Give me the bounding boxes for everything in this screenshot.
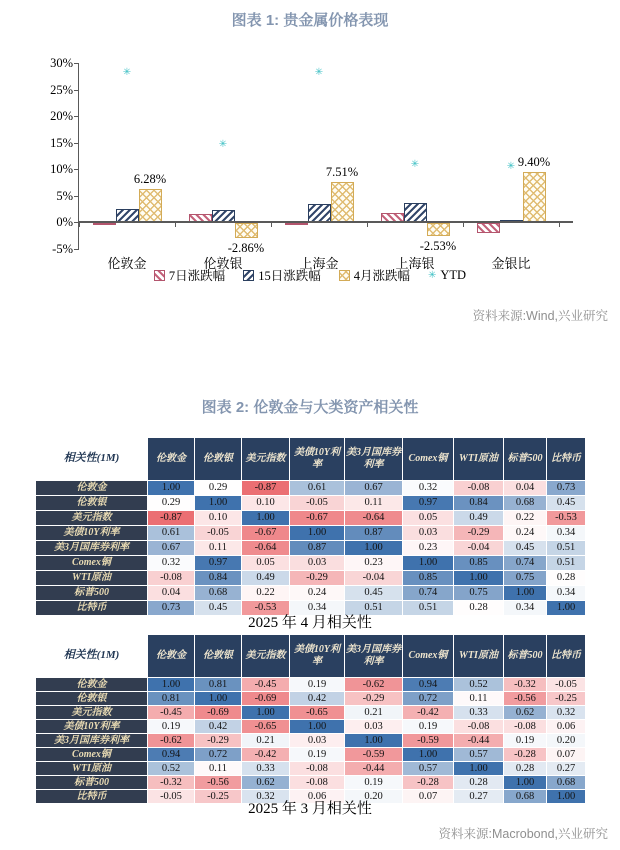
bar-15日涨跌幅-上海银 (404, 203, 427, 222)
corr-cell: -0.69 (195, 706, 242, 720)
corr-cell: 0.11 (195, 762, 242, 776)
y-axis-tick-label: 15% (50, 135, 73, 150)
legend-item (428, 268, 466, 283)
corr-cell: 0.45 (195, 601, 242, 616)
corr-cell: 0.11 (454, 692, 504, 706)
table-row (36, 748, 586, 762)
corr-cell: 0.11 (345, 496, 403, 511)
corr-cell: 0.49 (454, 511, 504, 526)
corr-cell: -0.42 (242, 748, 290, 762)
bar-4月涨跌幅-伦敦银 (235, 223, 258, 238)
row-label: 标普500 (36, 776, 148, 790)
corr-cell: 0.51 (345, 601, 403, 616)
corr-cell: 0.75 (454, 586, 504, 601)
corr-cell: -0.04 (454, 541, 504, 556)
corr-cell: 0.19 (148, 720, 195, 734)
corr-cell: 0.45 (345, 586, 403, 601)
corr-cell: 0.32 (148, 556, 195, 571)
corr-cell: 0.45 (504, 541, 547, 556)
y-axis-tick (74, 90, 79, 91)
table-row (36, 706, 586, 720)
corr-cell: 0.07 (403, 790, 454, 804)
corr-cell: 0.03 (290, 556, 345, 571)
corr-cell: 1.00 (195, 496, 242, 511)
corr-cell: 0.42 (195, 720, 242, 734)
corr-cell: 1.00 (195, 692, 242, 706)
corr-cell: 0.04 (504, 481, 547, 496)
table-row (36, 481, 586, 496)
table-row (36, 586, 586, 601)
y-axis-tick-label: 0% (56, 215, 73, 229)
corr-cell: -0.29 (195, 734, 242, 748)
corr-cell: -0.08 (454, 481, 504, 496)
corr-cell: -0.05 (195, 526, 242, 541)
table-row (36, 556, 586, 571)
column-header: 伦敦银 (195, 438, 242, 481)
corr-cell: 0.68 (547, 776, 586, 790)
corr-cell: -0.32 (504, 678, 547, 692)
x-axis-tick (79, 223, 80, 227)
y-axis-tick (74, 196, 79, 197)
corr-cell: 0.03 (345, 720, 403, 734)
legend-swatch-icon (243, 270, 254, 281)
corr-cell: 0.29 (148, 496, 195, 511)
table-row (36, 776, 586, 790)
table-row (36, 571, 586, 586)
corr-cell: 0.28 (547, 571, 586, 586)
row-label: 比特币 (36, 790, 148, 804)
row-label: 美元指数 (36, 706, 148, 720)
corr-cell: 0.51 (547, 541, 586, 556)
corr-cell: 0.32 (547, 706, 586, 720)
corr-cell: 0.34 (290, 601, 345, 616)
correlation-table-march (35, 634, 585, 804)
ytd-marker: ✳ (506, 161, 516, 173)
correlation-heatmap (35, 437, 586, 616)
data-label: -2.53% (419, 239, 457, 254)
row-label: 伦敦银 (36, 496, 148, 511)
legend-label: 15日涨跌幅 (258, 269, 321, 283)
corr-cell: 0.57 (403, 762, 454, 776)
corr-cell: 0.32 (403, 481, 454, 496)
corr-cell: 0.27 (454, 790, 504, 804)
corr-cell: 0.67 (148, 541, 195, 556)
table-row (36, 692, 586, 706)
corr-cell: 0.57 (454, 748, 504, 762)
corr-cell: 0.34 (504, 601, 547, 616)
ytd-marker: ✳ (314, 66, 324, 78)
corr-cell: 0.73 (547, 481, 586, 496)
x-axis-tick (271, 223, 272, 227)
corr-cell: -0.08 (454, 720, 504, 734)
bar-4月涨跌幅-上海银 (427, 223, 450, 236)
table-row (36, 762, 586, 776)
corr-cell: 0.51 (547, 556, 586, 571)
legend-label: YTD (440, 267, 467, 282)
legend-item (154, 266, 225, 284)
column-header: WTI原油 (454, 438, 504, 481)
corr-cell: 0.32 (242, 790, 290, 804)
y-axis-tick-label: 25% (50, 82, 73, 97)
corr-cell: -0.44 (454, 734, 504, 748)
data-label: 6.28% (133, 171, 167, 186)
corr-cell: -0.65 (290, 706, 345, 720)
corr-cell: 0.19 (403, 720, 454, 734)
row-label: Comex铜 (36, 556, 148, 571)
bar-4月涨跌幅-上海金 (331, 182, 354, 222)
corr-cell: 1.00 (148, 481, 195, 496)
bar-4月涨跌幅-伦敦金 (139, 189, 162, 222)
chart1-source: 资料来源:Wind,兴业研究 (472, 309, 608, 323)
corr-cell: 0.19 (290, 748, 345, 762)
corr-cell: 0.52 (454, 678, 504, 692)
x-axis-tick (463, 223, 464, 227)
column-header: 伦敦银 (195, 635, 242, 678)
column-header: 美债10Y利率 (290, 438, 345, 481)
corr-cell: 0.33 (242, 762, 290, 776)
corr-cell: -0.69 (242, 692, 290, 706)
chart2-title: 图表 2: 伦敦金与大类资产相关性 (201, 399, 419, 416)
corr-cell: -0.59 (345, 748, 403, 762)
corr-cell: 0.74 (403, 586, 454, 601)
corr-cell: 0.29 (195, 481, 242, 496)
corr-cell: 0.10 (242, 496, 290, 511)
corr-cell: 0.06 (547, 720, 586, 734)
y-axis-tick-label: 5% (56, 188, 73, 203)
corr-cell: -0.28 (504, 748, 547, 762)
row-label: 比特币 (36, 601, 148, 616)
column-header: 美元指数 (242, 438, 290, 481)
corr-cell: 1.00 (403, 556, 454, 571)
corr-cell: -0.05 (547, 678, 586, 692)
ytd-marker: ✳ (410, 159, 420, 171)
ytd-marker: ✳ (122, 66, 132, 78)
corr-cell: -0.53 (242, 601, 290, 616)
corr-cell: 0.27 (547, 762, 586, 776)
table-row (36, 734, 586, 748)
column-header: Comex铜 (403, 438, 454, 481)
legend-ytd-marker-icon: ✳ (427, 269, 437, 281)
corr-cell: 0.07 (547, 748, 586, 762)
corr-cell: 0.10 (195, 511, 242, 526)
column-header: 美元指数 (242, 635, 290, 678)
column-header: 标普500 (504, 635, 547, 678)
category-label: 金银比 (491, 256, 531, 271)
corr-cell: 0.45 (547, 496, 586, 511)
plot-area (50, 56, 559, 271)
corr-cell: 1.00 (148, 678, 195, 692)
corr-cell: -0.05 (148, 790, 195, 804)
row-label: 伦敦银 (36, 692, 148, 706)
category-label: 上海银 (395, 256, 435, 271)
corr-cell: 0.68 (504, 496, 547, 511)
chart1-title: 图表 1: 贵金属价格表现 (231, 12, 389, 29)
corr-cell: 0.81 (195, 678, 242, 692)
column-header: Comex铜 (403, 635, 454, 678)
chart2-source: 资料来源:Macrobond,兴业研究 (438, 827, 608, 841)
bar-15日涨跌幅-上海金 (308, 204, 331, 222)
corr-cell: 1.00 (454, 571, 504, 586)
corr-cell: 0.24 (504, 526, 547, 541)
table-march-caption: 2025 年 3 月相关性 (248, 801, 372, 817)
corr-cell: 0.20 (547, 734, 586, 748)
table-row (36, 496, 586, 511)
corr-cell: -0.08 (148, 571, 195, 586)
corr-cell: -0.64 (345, 511, 403, 526)
bar-4月涨跌幅-金银比 (523, 172, 546, 222)
y-axis-tick-label: 20% (50, 109, 73, 123)
row-label: 美3月国库券利率 (36, 734, 148, 748)
corr-cell: 0.42 (290, 692, 345, 706)
column-header: 标普500 (504, 438, 547, 481)
corr-cell: 0.03 (290, 734, 345, 748)
corr-cell: -0.25 (195, 790, 242, 804)
ytd-marker: ✳ (218, 139, 228, 151)
corr-cell: 0.68 (504, 790, 547, 804)
corr-cell: 1.00 (504, 776, 547, 790)
corr-cell: 1.00 (403, 748, 454, 762)
data-label: 9.40% (517, 155, 551, 170)
column-header: 美3月国库券利率 (345, 635, 403, 678)
corr-cell: 1.00 (504, 586, 547, 601)
corr-cell: -0.67 (290, 511, 345, 526)
corr-cell: -0.64 (242, 541, 290, 556)
row-label: 美3月国库券利率 (36, 541, 148, 556)
corr-cell: -0.62 (148, 734, 195, 748)
corr-cell: 0.21 (242, 734, 290, 748)
x-axis-tick (559, 223, 560, 227)
bar-7日涨跌幅-上海金 (285, 223, 308, 225)
table-april-caption: 2025 年 4 月相关性 (248, 615, 372, 631)
corr-cell: 0.34 (547, 526, 586, 541)
corr-cell: 0.05 (242, 556, 290, 571)
corr-cell: 0.06 (290, 790, 345, 804)
corr-cell: -0.29 (345, 692, 403, 706)
corr-cell: 0.67 (345, 481, 403, 496)
corr-cell: -0.08 (290, 776, 345, 790)
corr-cell: 1.00 (345, 734, 403, 748)
category-label: 上海金 (299, 256, 339, 271)
corr-cell: 0.87 (290, 541, 345, 556)
corr-cell: 0.21 (345, 706, 403, 720)
corr-cell: 0.62 (504, 706, 547, 720)
corr-cell: 0.81 (148, 692, 195, 706)
corr-cell: 0.75 (504, 571, 547, 586)
corr-cell: -0.04 (345, 571, 403, 586)
bar-7日涨跌幅-伦敦金 (93, 223, 116, 225)
category-label: 伦敦银 (203, 256, 243, 271)
legend-item (339, 266, 410, 284)
column-header: WTI原油 (454, 635, 504, 678)
corr-cell: -0.87 (148, 511, 195, 526)
corr-cell: 0.84 (195, 571, 242, 586)
column-header: 美债10Y利率 (290, 635, 345, 678)
corr-cell: 1.00 (547, 601, 586, 616)
corr-cell: -0.44 (345, 762, 403, 776)
corr-cell: -0.87 (242, 481, 290, 496)
corr-cell: 0.22 (504, 511, 547, 526)
row-label: WTI原油 (36, 571, 148, 586)
corr-cell: 1.00 (547, 790, 586, 804)
data-label: 7.51% (325, 165, 359, 180)
corr-cell: -0.08 (504, 720, 547, 734)
legend-label: 7日涨跌幅 (168, 269, 226, 283)
row-label: Comex铜 (36, 748, 148, 762)
correlation-table-april (35, 437, 585, 616)
corr-cell: 0.52 (148, 762, 195, 776)
corr-cell: 0.51 (403, 601, 454, 616)
column-header: 伦敦金 (148, 635, 195, 678)
corr-cell: 0.22 (242, 586, 290, 601)
corr-cell: -0.62 (345, 678, 403, 692)
corr-cell: 1.00 (242, 706, 290, 720)
corr-cell: -0.25 (547, 692, 586, 706)
corr-cell: 0.97 (403, 496, 454, 511)
row-label: 伦敦金 (36, 481, 148, 496)
row-label: WTI原油 (36, 762, 148, 776)
corr-cell: 1.00 (290, 526, 345, 541)
corr-cell: 0.72 (195, 748, 242, 762)
corr-cell: 0.94 (403, 678, 454, 692)
corr-cell: 0.74 (504, 556, 547, 571)
table-row (36, 526, 586, 541)
corr-cell: 0.19 (290, 678, 345, 692)
y-axis-tick (74, 169, 79, 170)
row-label: 标普500 (36, 586, 148, 601)
table-row (36, 541, 586, 556)
corr-cell: 0.61 (290, 481, 345, 496)
corr-cell: 1.00 (345, 541, 403, 556)
corr-cell: 0.23 (403, 541, 454, 556)
column-header: 比特币 (547, 438, 586, 481)
corr-cell: 0.68 (195, 586, 242, 601)
chart-legend (0, 266, 620, 284)
corr-cell: -0.53 (547, 511, 586, 526)
corr-cell: -0.45 (242, 678, 290, 692)
corr-cell: 0.34 (547, 586, 586, 601)
corr-cell: -0.65 (242, 720, 290, 734)
corr-cell: 0.72 (403, 692, 454, 706)
corr-cell: -0.29 (290, 571, 345, 586)
bar-7日涨跌幅-金银比 (477, 223, 500, 233)
corr-cell: 0.84 (454, 496, 504, 511)
y-axis-tick (74, 116, 79, 117)
corr-cell: 0.03 (403, 526, 454, 541)
corr-cell: 0.19 (345, 776, 403, 790)
corr-cell: 1.00 (454, 762, 504, 776)
y-axis-tick (74, 249, 79, 250)
corr-cell: 0.87 (345, 526, 403, 541)
corr-cell: 0.24 (290, 586, 345, 601)
column-header: 比特币 (547, 635, 586, 678)
corner-label: 相关性(1M) (36, 635, 148, 678)
table-row (36, 511, 586, 526)
corr-cell: 1.00 (290, 720, 345, 734)
corr-cell: 0.04 (148, 586, 195, 601)
corr-cell: 0.85 (403, 571, 454, 586)
x-axis-tick (175, 223, 176, 227)
legend-swatch-icon (154, 270, 165, 281)
y-axis-tick (74, 143, 79, 144)
corr-cell: -0.28 (403, 776, 454, 790)
corr-cell: -0.56 (504, 692, 547, 706)
table-row (36, 720, 586, 734)
corr-cell: 0.49 (242, 571, 290, 586)
corr-cell: -0.29 (454, 526, 504, 541)
row-label: 美债10Y利率 (36, 720, 148, 734)
corr-cell: 0.11 (195, 541, 242, 556)
data-label: -2.86% (227, 241, 265, 256)
corr-cell: -0.32 (148, 776, 195, 790)
legend-swatch-icon (339, 270, 350, 281)
category-label: 伦敦金 (107, 256, 147, 271)
corr-cell: 0.85 (454, 556, 504, 571)
bar-15日涨跌幅-伦敦金 (116, 209, 139, 222)
corr-cell: -0.08 (290, 762, 345, 776)
corr-cell: 0.28 (504, 762, 547, 776)
y-axis-tick-label: -5% (52, 241, 73, 256)
corr-cell: 0.94 (148, 748, 195, 762)
column-header: 伦敦金 (148, 438, 195, 481)
correlation-heatmap (35, 634, 586, 804)
corr-cell: -0.56 (195, 776, 242, 790)
row-label: 美债10Y利率 (36, 526, 148, 541)
row-label: 美元指数 (36, 511, 148, 526)
y-axis-tick (74, 63, 79, 64)
legend-item (243, 266, 321, 284)
corr-cell: -0.67 (242, 526, 290, 541)
row-label: 伦敦金 (36, 678, 148, 692)
y-axis-tick-label: 10% (50, 162, 73, 176)
corr-cell: 0.05 (403, 511, 454, 526)
table-row (36, 678, 586, 692)
y-axis-tick-label: 30% (50, 56, 73, 70)
corr-cell: 0.28 (454, 601, 504, 616)
corner-label: 相关性(1M) (36, 438, 148, 481)
corr-cell: -0.05 (290, 496, 345, 511)
corr-cell: 1.00 (242, 511, 290, 526)
legend-label: 4月涨跌幅 (353, 269, 410, 283)
corr-cell: -0.42 (403, 706, 454, 720)
x-axis-tick (367, 223, 368, 227)
corr-cell: 0.33 (454, 706, 504, 720)
corr-cell: 0.20 (345, 790, 403, 804)
column-header: 美3月国库券利率 (345, 438, 403, 481)
corr-cell: 0.73 (148, 601, 195, 616)
x-axis-line (79, 221, 573, 223)
corr-cell: 0.62 (242, 776, 290, 790)
corr-cell: 0.97 (195, 556, 242, 571)
corr-cell: -0.59 (403, 734, 454, 748)
corr-cell: 0.23 (345, 556, 403, 571)
corr-cell: 0.28 (454, 776, 504, 790)
corr-cell: -0.45 (148, 706, 195, 720)
corr-cell: 0.19 (504, 734, 547, 748)
corr-cell: 0.61 (148, 526, 195, 541)
